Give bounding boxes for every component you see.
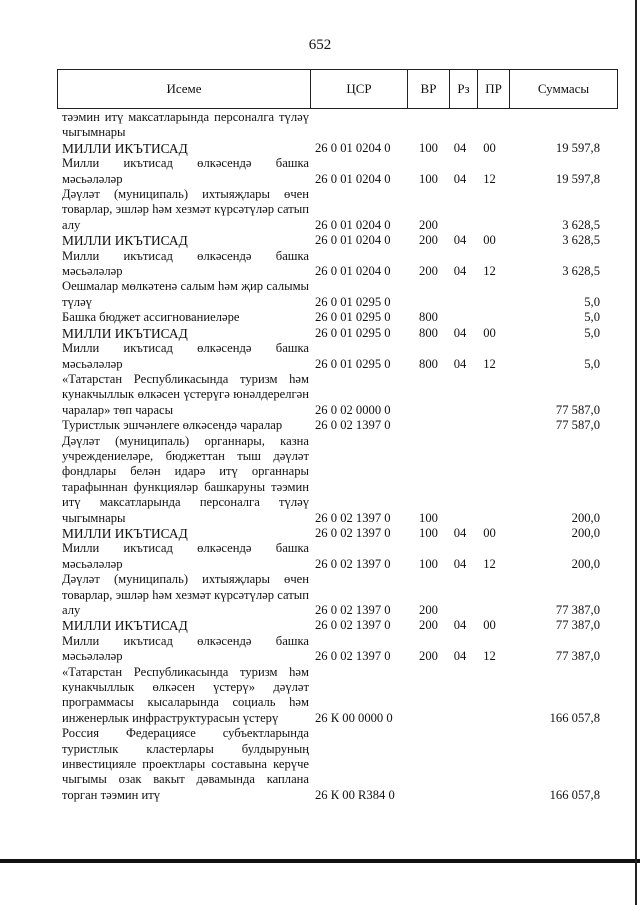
row-csr: 26 0 01 0204 0	[315, 171, 391, 186]
table-row	[57, 310, 618, 325]
table-row	[57, 372, 618, 418]
row-rz: 04	[453, 556, 467, 571]
row-sum: 3 628,5	[562, 217, 600, 232]
table-row	[57, 418, 618, 433]
table-row	[57, 341, 618, 372]
row-rz: 04	[453, 264, 467, 279]
row-rz: 04	[453, 233, 467, 248]
row-csr: 26 К 00 0000 0	[315, 710, 393, 725]
row-vr: 100	[419, 556, 438, 571]
bottom-rule	[0, 859, 640, 863]
row-rz: 04	[453, 325, 467, 340]
row-vr: 800	[419, 310, 438, 325]
row-csr: 26 0 02 0000 0	[315, 402, 391, 417]
row-vr: 100	[419, 140, 438, 155]
row-pr: 12	[483, 356, 496, 371]
row-rz: 04	[453, 649, 467, 664]
row-sum: 5,0	[584, 325, 600, 340]
table-row	[57, 665, 618, 727]
row-name: Оешмалар мөлкәтенә салым һәм җир салымы түләү	[62, 279, 309, 309]
row-name: Милли икътисад өлкәсендә башка мәсьәләләр	[62, 341, 309, 371]
row-name: Дәүләт (муниципаль) ихтыяҗлары өчен товарлар, эшләр һәм хезмәт күрсәтүләр сатып алу	[62, 572, 309, 617]
table-row	[57, 526, 618, 541]
row-csr: 26 0 02 1397 0	[315, 418, 391, 433]
row-name: МИЛЛИ ИКЪТИСАД	[62, 618, 188, 634]
row-sum: 19 597,8	[555, 171, 600, 186]
row-pr: 00	[483, 233, 496, 248]
row-sum: 77 587,0	[555, 402, 600, 417]
row-csr: 26 0 02 1397 0	[315, 618, 391, 633]
row-vr: 100	[419, 510, 438, 525]
row-name: «Татарстан Республикасында туризм һәм кунакчыллык өлкәсен үстерүгә юнәлдерелгән чаралар» төп чарасы	[62, 371, 309, 417]
row-vr: 200	[419, 233, 438, 248]
row-csr: 26 0 01 0204 0	[315, 217, 391, 232]
table-row	[57, 618, 618, 633]
row-name: Дәүләт (муниципаль) органнары, казна учреждениеләре, бюджеттан тыш дәүләт фондлары белән идарә итү органнары тарафыннан функцияләр башкаруны тәэмин итү максатларында персоналга түләү чыгымнары	[62, 433, 309, 525]
row-sum: 200,0	[571, 525, 600, 540]
row-rz: 04	[453, 618, 467, 633]
row-sum: 3 628,5	[562, 264, 600, 279]
row-pr: 00	[483, 140, 496, 155]
row-name: «Татарстан Республикасында туризм һәм кунакчыллык өлкәсен үстерү» дәүләт программасы кысаларында социаль һәм инженерлык инфраструктурасын үстерү	[62, 664, 309, 725]
row-name: Милли икътисад өлкәсендә башка мәсьәләләр	[62, 248, 309, 279]
row-vr: 200	[419, 264, 438, 279]
row-name: тәэмин итү максатларында персоналга түләү чыгымнары	[62, 110, 309, 140]
row-pr: 00	[483, 525, 496, 540]
row-vr: 800	[419, 356, 438, 371]
row-name: Россия Федерациясе субъектларында туристлык кластерлары булдыруның инвестицияле проектлары составына керүче чыгымы озак вакыт дәвамында каплана торган тәэмин итү	[62, 726, 309, 802]
table-row	[57, 726, 618, 803]
row-vr: 200	[419, 618, 438, 633]
table-row	[57, 141, 618, 156]
table-row	[57, 187, 618, 233]
row-csr: 26 0 01 0204 0	[315, 264, 391, 279]
header-rz: Рз	[450, 70, 478, 108]
row-vr: 200	[419, 603, 438, 617]
row-vr: 200	[419, 217, 438, 232]
row-csr: 26 0 01 0295 0	[315, 310, 391, 325]
row-vr: 100	[419, 171, 438, 186]
row-sum: 19 597,8	[555, 140, 600, 155]
row-csr: 26 0 02 1397 0	[315, 556, 391, 571]
row-name: МИЛЛИ ИКЪТИСАД	[62, 325, 188, 341]
table-row	[57, 434, 618, 526]
table-row	[57, 156, 618, 187]
table-row	[57, 249, 618, 280]
row-pr: 12	[483, 556, 496, 571]
row-name: Милли икътисад өлкәсендә башка мәсьәләләр	[62, 156, 309, 186]
row-rz: 04	[453, 140, 467, 155]
row-csr: 26 0 01 0295 0	[315, 325, 391, 340]
row-name: МИЛЛИ ИКЪТИСАД	[62, 233, 188, 249]
table-row	[57, 634, 618, 665]
row-csr: 26 0 02 1397 0	[315, 603, 391, 617]
row-sum: 77 387,0	[555, 618, 600, 633]
row-rz: 04	[453, 356, 467, 371]
header-name: Исеме	[58, 70, 311, 108]
row-sum: 5,0	[584, 310, 600, 325]
row-pr: 00	[483, 618, 496, 633]
row-name: МИЛЛИ ИКЪТИСАД	[62, 140, 188, 156]
table-body	[57, 110, 618, 803]
row-sum: 77 587,0	[555, 418, 600, 433]
row-csr: 26 0 02 1397 0	[315, 649, 391, 664]
row-sum: 3 628,5	[562, 233, 600, 248]
row-pr: 12	[483, 649, 496, 664]
row-sum: 5,0	[584, 356, 600, 371]
row-vr: 800	[419, 325, 438, 340]
row-csr: 26 0 01 0295 0	[315, 294, 391, 309]
table-row	[57, 572, 618, 618]
row-csr: 26 0 01 0204 0	[315, 233, 391, 248]
row-sum: 77 387,0	[555, 649, 600, 664]
row-name: Милли икътисад өлкәсендә башка мәсьәләләр	[62, 633, 309, 664]
page-number: 652	[308, 37, 332, 53]
header-pr: ПР	[478, 70, 510, 108]
row-csr: 26 0 01 0295 0	[315, 356, 391, 371]
table-row	[57, 110, 618, 141]
row-name: Милли икътисад өлкәсендә башка мәсьәләләр	[62, 541, 309, 571]
row-vr: 100	[419, 525, 438, 540]
table-row	[57, 279, 618, 310]
right-edge-line	[635, 0, 637, 905]
row-name: Дәүләт (муниципаль) ихтыяҗлары өчен товарлар, эшләр һәм хезмәт күрсәтүләр сатып алу	[62, 187, 309, 232]
header-csr: ЦСР	[311, 70, 408, 108]
header-vr: ВР	[408, 70, 450, 108]
table-row	[57, 541, 618, 572]
row-sum: 77 387,0	[555, 603, 600, 617]
table-row	[57, 233, 618, 248]
row-csr: 26 0 01 0204 0	[315, 140, 391, 155]
row-rz: 04	[453, 171, 467, 186]
row-csr: 26 К 00 R384 0	[315, 787, 395, 802]
table-row	[57, 326, 618, 341]
header-sum: Суммасы	[537, 81, 590, 96]
row-name: Туристлык эшчәнлеге өлкәсендә чаралар	[62, 418, 283, 433]
row-pr: 12	[483, 171, 496, 186]
row-sum: 166 057,8	[549, 787, 600, 802]
row-pr: 00	[483, 325, 496, 340]
row-sum: 200,0	[571, 510, 600, 525]
row-name: МИЛЛИ ИКЪТИСАД	[62, 525, 188, 541]
table-header	[57, 69, 618, 109]
row-sum: 5,0	[584, 294, 600, 309]
row-rz: 04	[453, 525, 467, 540]
row-csr: 26 0 02 1397 0	[315, 510, 391, 525]
row-vr: 200	[419, 649, 438, 664]
row-sum: 200,0	[571, 556, 600, 571]
row-name: Башка бюджет ассигнованиеләре	[62, 310, 240, 325]
row-sum: 166 057,8	[549, 710, 600, 725]
row-pr: 12	[483, 264, 496, 279]
row-csr: 26 0 02 1397 0	[315, 525, 391, 540]
